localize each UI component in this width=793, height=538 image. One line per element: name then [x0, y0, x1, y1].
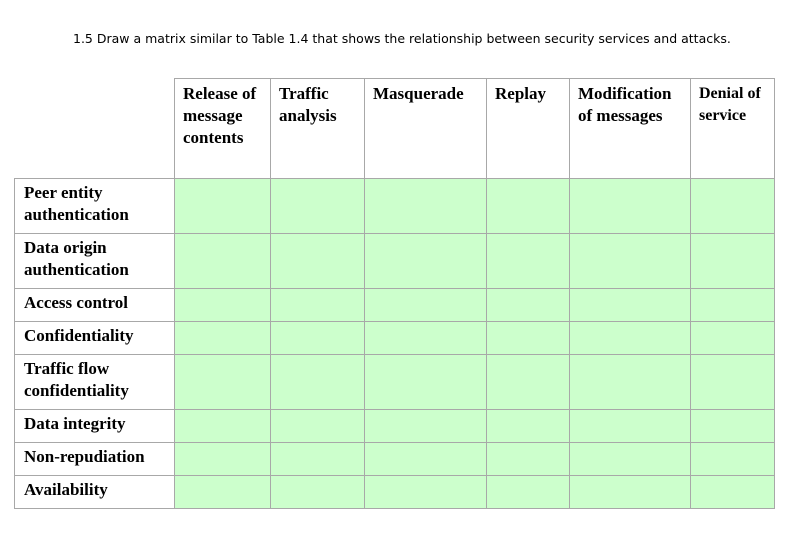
matrix-cell[interactable] — [271, 179, 365, 234]
matrix-cell[interactable] — [175, 289, 271, 322]
matrix-cell[interactable] — [570, 322, 691, 355]
matrix-cell[interactable] — [175, 410, 271, 443]
matrix-cell[interactable] — [570, 234, 691, 289]
matrix-cell[interactable] — [365, 322, 487, 355]
matrix-cell[interactable] — [691, 443, 775, 476]
row-data-integrity — [15, 410, 775, 443]
header-denial-of-service: Denial of service — [691, 79, 775, 179]
row-availability — [15, 476, 775, 509]
header-row — [15, 79, 775, 179]
matrix-cell[interactable] — [271, 234, 365, 289]
matrix-cell[interactable] — [365, 443, 487, 476]
matrix-cell[interactable] — [175, 179, 271, 234]
matrix-cell[interactable] — [691, 289, 775, 322]
matrix-cell[interactable] — [271, 443, 365, 476]
matrix-cell[interactable] — [271, 476, 365, 509]
matrix-cell[interactable] — [570, 410, 691, 443]
row-confidentiality — [15, 322, 775, 355]
matrix-cell[interactable] — [570, 179, 691, 234]
matrix-cell[interactable] — [271, 289, 365, 322]
row-non-repudiation — [15, 443, 775, 476]
header-modification-of-messages: Modification of messages — [570, 79, 691, 179]
matrix-cell[interactable] — [691, 322, 775, 355]
matrix-cell[interactable] — [365, 355, 487, 410]
matrix-cell[interactable] — [365, 234, 487, 289]
matrix-cell[interactable] — [175, 443, 271, 476]
matrix-cell[interactable] — [271, 355, 365, 410]
matrix-cell[interactable] — [271, 322, 365, 355]
matrix-cell[interactable] — [691, 476, 775, 509]
matrix-cell[interactable] — [487, 289, 570, 322]
security-matrix-table — [14, 78, 775, 509]
matrix-cell[interactable] — [175, 322, 271, 355]
matrix-cell[interactable] — [175, 355, 271, 410]
header-traffic-analysis: Traffic analysis — [271, 79, 365, 179]
question-prompt: 1.5 Draw a matrix similar to Table 1.4 that shows the relationship between security services and attacks. — [73, 31, 731, 46]
corner-cell — [15, 79, 175, 179]
row-label-data-origin-authentication: Data origin authentication — [15, 234, 175, 289]
row-data-origin-authentication — [15, 234, 775, 289]
matrix-cell[interactable] — [487, 476, 570, 509]
row-traffic-flow-confidentiality — [15, 355, 775, 410]
matrix-cell[interactable] — [570, 355, 691, 410]
header-masquerade: Masquerade — [365, 79, 487, 179]
header-release-of-message-contents: Release of message contents — [175, 79, 271, 179]
row-label-traffic-flow-confidentiality: Traffic flow confidentiality — [15, 355, 175, 410]
row-label-availability: Availability — [15, 476, 175, 509]
matrix-cell[interactable] — [487, 410, 570, 443]
matrix-cell[interactable] — [365, 476, 487, 509]
matrix-cell[interactable] — [691, 179, 775, 234]
matrix-cell[interactable] — [365, 179, 487, 234]
matrix-cell[interactable] — [691, 410, 775, 443]
matrix-cell[interactable] — [365, 289, 487, 322]
matrix-cell[interactable] — [487, 179, 570, 234]
row-label-confidentiality: Confidentiality — [15, 322, 175, 355]
matrix-cell[interactable] — [570, 289, 691, 322]
matrix-cell[interactable] — [487, 443, 570, 476]
matrix-cell[interactable] — [691, 234, 775, 289]
matrix-cell[interactable] — [691, 355, 775, 410]
matrix-cell[interactable] — [570, 476, 691, 509]
row-label-access-control: Access control — [15, 289, 175, 322]
matrix-cell[interactable] — [175, 234, 271, 289]
row-peer-entity-authentication — [15, 179, 775, 234]
row-access-control — [15, 289, 775, 322]
header-replay: Replay — [487, 79, 570, 179]
matrix-cell[interactable] — [570, 443, 691, 476]
matrix-cell[interactable] — [487, 322, 570, 355]
matrix-cell[interactable] — [365, 410, 487, 443]
matrix-cell[interactable] — [487, 234, 570, 289]
matrix-cell[interactable] — [175, 476, 271, 509]
row-label-data-integrity: Data integrity — [15, 410, 175, 443]
matrix-cell[interactable] — [271, 410, 365, 443]
row-label-peer-entity-authentication: Peer entity authentication — [15, 179, 175, 234]
row-label-non-repudiation: Non-repudiation — [15, 443, 175, 476]
matrix-cell[interactable] — [487, 355, 570, 410]
